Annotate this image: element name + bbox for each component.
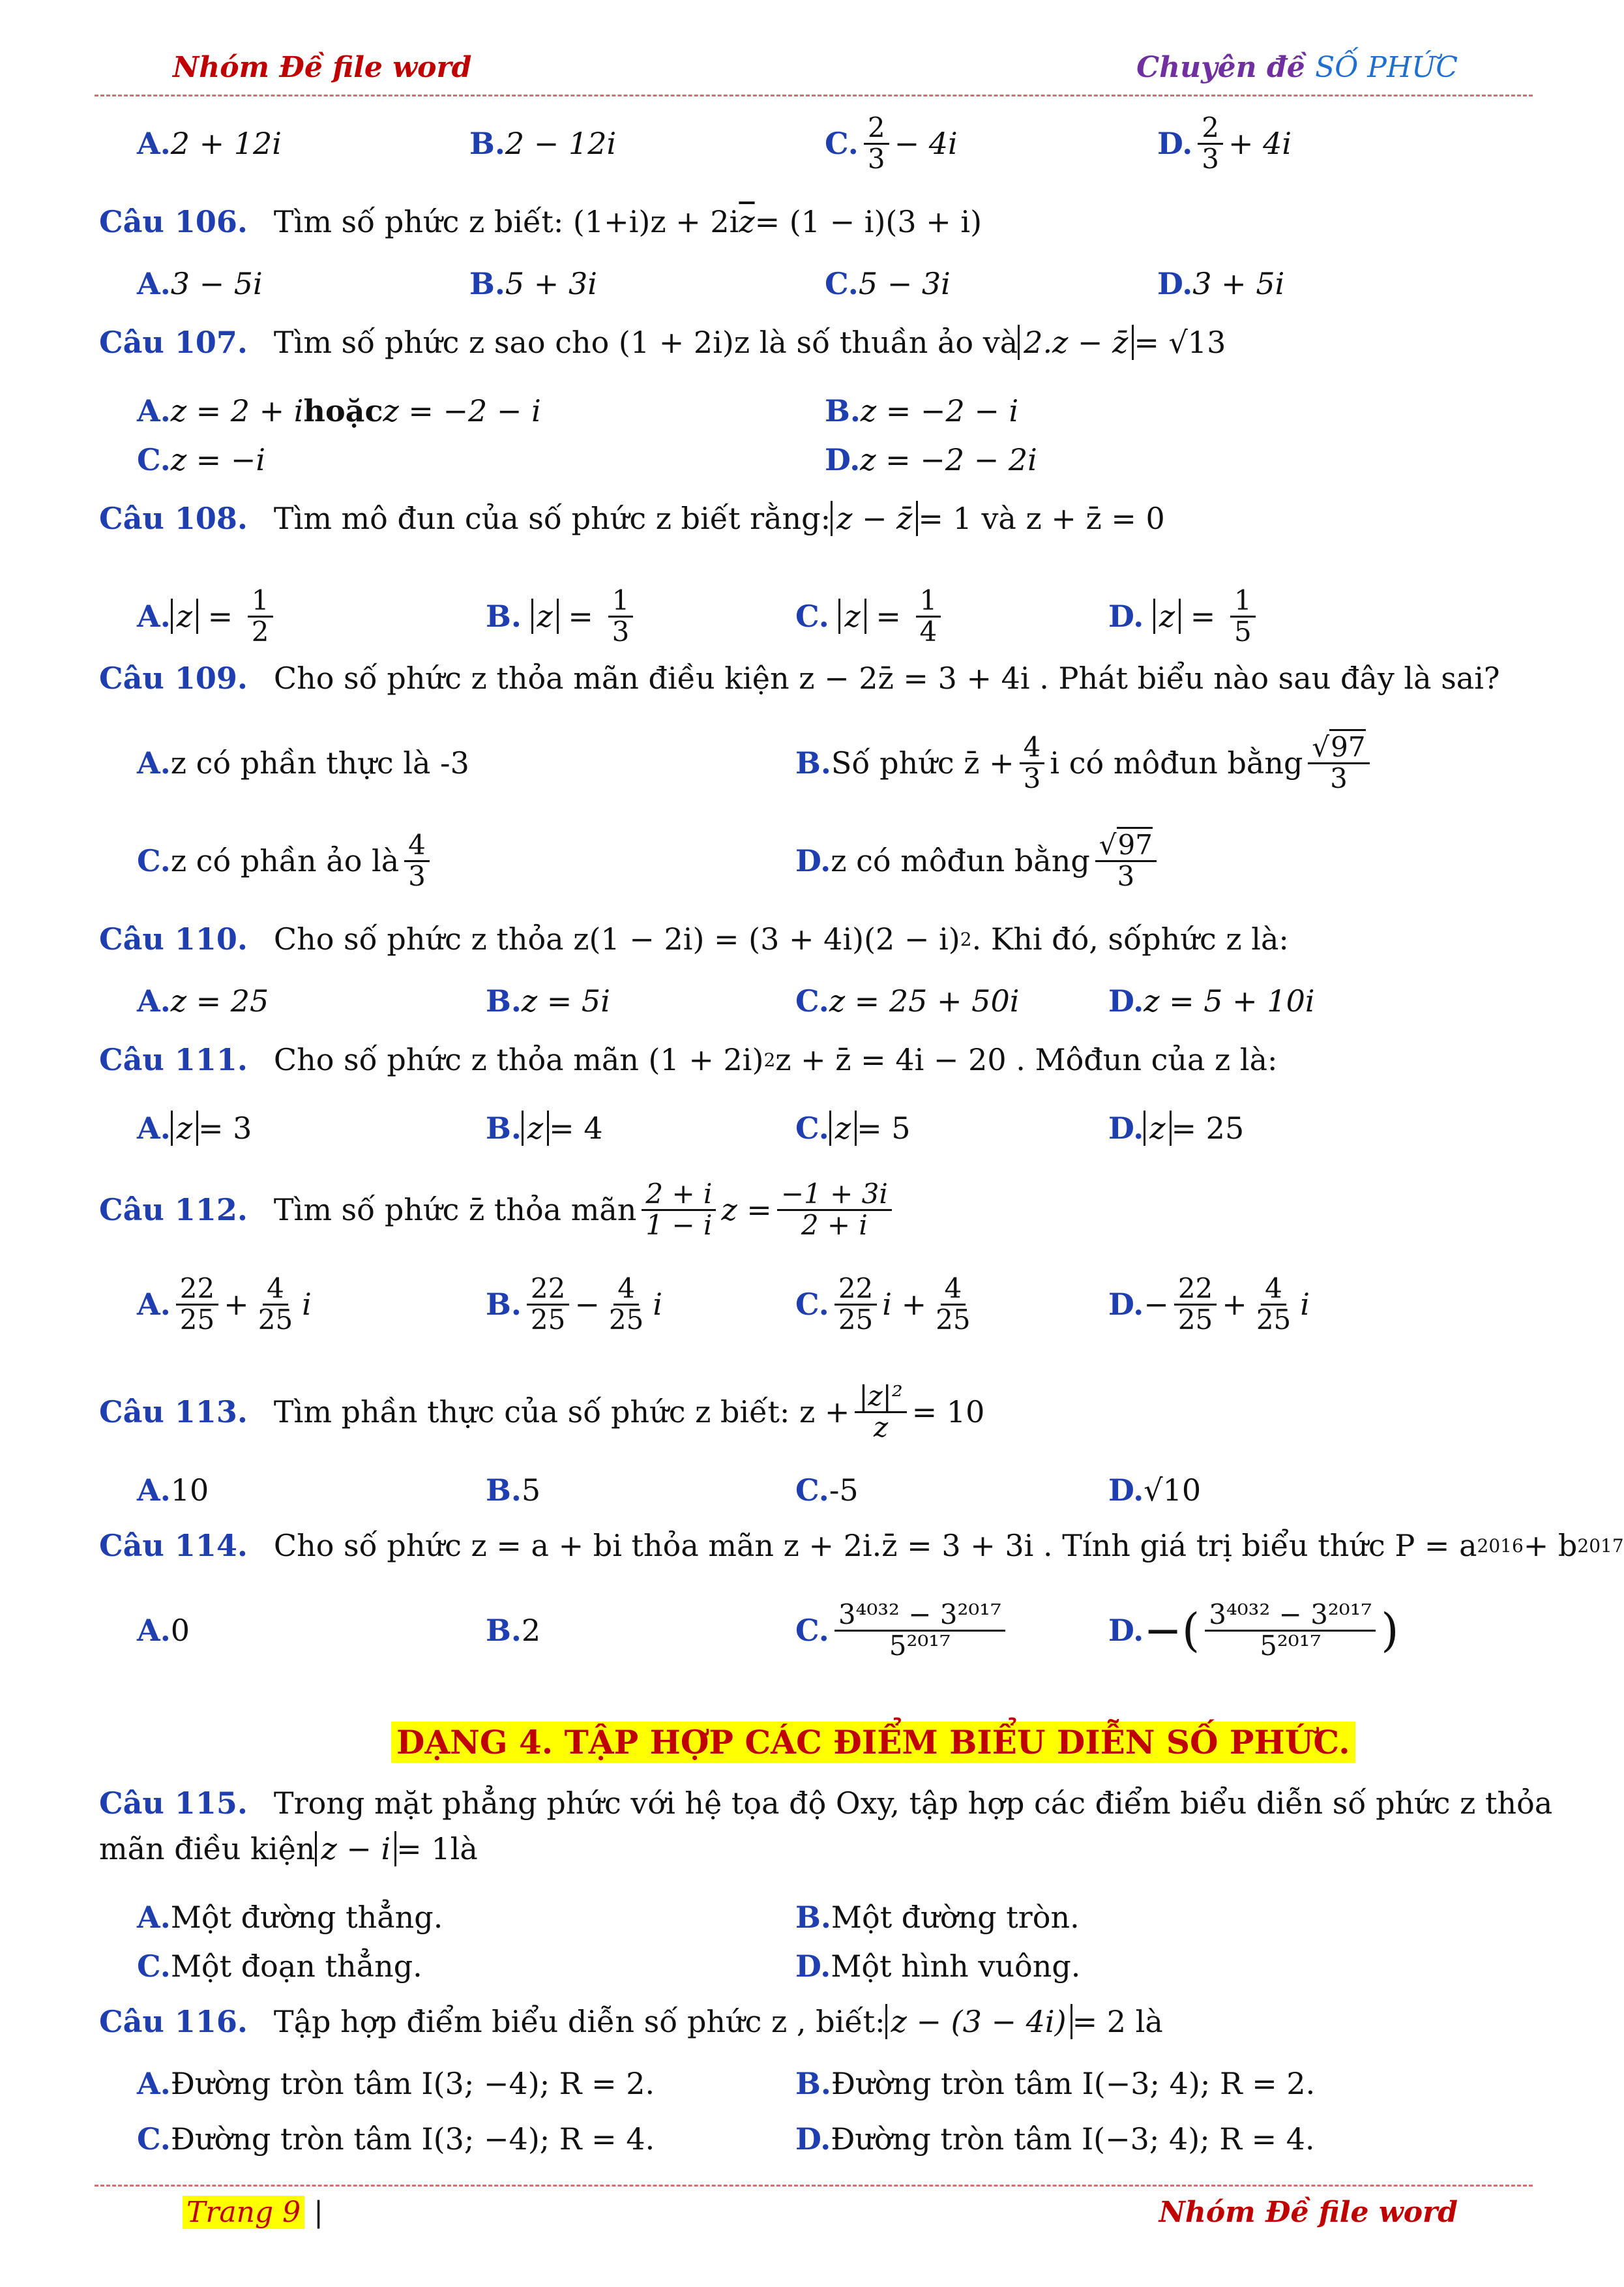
q107-option-a: A. z = 2 + i hoặc z = −2 − i: [137, 393, 541, 428]
q105-option-b: B. 2 − 12i: [469, 126, 617, 161]
q109-option-a: A. z có phần thực là -3: [137, 745, 469, 781]
footer-left: Trang 9 |: [183, 2196, 323, 2229]
q107-option-d: D. z = −2 − 2i: [825, 442, 1037, 477]
footer-rule: [95, 2185, 1533, 2187]
header-rule: [95, 95, 1533, 97]
q110-option-b: B. z = 5i: [486, 983, 610, 1019]
q111-option-c: C. z = 5: [795, 1111, 911, 1146]
q114-option-c: C. $\frac{\text{3⁴⁰³² − 3²⁰¹⁷}}{\text{5²⁰¹⁷}}$: [795, 1588, 1011, 1673]
q112-question: Câu 112. Tìm số phức z̄ thỏa mãn $\frac{2 + i}{1 - i}$ z = $\frac{-1 + 3i}{2 + i}$: [99, 1167, 897, 1252]
q116-option-a: A. Đường tròn tâm I(3; −4); R = 2.: [137, 2066, 655, 2101]
q108-question: Câu 108. Tìm mô đun của số phức z biết rằng: z − z̄ = 1 và z + z̄ = 0: [99, 501, 1165, 536]
q111-option-d: D. z = 25: [1108, 1111, 1245, 1146]
q114-question: Câu 114. Cho số phức z = a + bi thỏa mãn z + 2i.z̄ = 3 + 3i . Tính giá trị biểu thức P = a 2016 + b 2017: [99, 1528, 1624, 1563]
q116-question: Câu 116. Tập hợp điểm biểu diễn số phức z , biết: z − (3 − 4i) = 2 là: [99, 2004, 1163, 2039]
q109-question: Câu 109. Cho số phức z thỏa mãn điều kiện z − 2z̄ = 3 + 4i . Phát biểu nào sau đây là sai?: [99, 661, 1500, 696]
q112-option-b: B. $\frac{22}{25}$ − $\frac{4}{25}$ i: [486, 1272, 663, 1336]
q115-option-a: A. Một đường thẳng.: [137, 1900, 443, 1935]
page-number: Trang 9: [183, 2196, 304, 2229]
q106-option-c: C. 5 − 3i: [825, 266, 951, 301]
q107-question: Câu 107. Tìm số phức z sao cho (1 + 2i)z là số thuần ảo và 2.z − z̄ = √13: [99, 325, 1226, 360]
q110-option-d: D. z = 5 + 10i: [1108, 983, 1315, 1019]
q105-option-c: C. $\frac{2}{3}$ − 4i: [825, 112, 958, 175]
q114-option-a: A. 0: [137, 1613, 190, 1648]
q113-question: Câu 113. Tìm phần thực của số phức z biết: z + $\frac{\text{|z|²}}{z}$ = 10: [99, 1380, 985, 1443]
q105-option-d: D. $\frac{2}{3}$ + 4i: [1157, 112, 1292, 175]
q110-option-c: C. z = 25 + 50i: [795, 983, 1020, 1019]
q112-option-a: A. $\frac{22}{25}$ + $\frac{4}{25}$ i: [137, 1272, 312, 1336]
q108-option-a: A. z = $\frac{1}{2}$: [137, 574, 278, 659]
q115-option-b: B. Một đường tròn.: [795, 1900, 1080, 1935]
q106-option-b: B. 5 + 3i: [469, 266, 597, 301]
q113-option-b: B. 5: [486, 1472, 541, 1508]
footer-right: Nhóm Đề file word: [1159, 2196, 1458, 2229]
q113-option-c: C. -5: [795, 1472, 859, 1508]
q116-option-b: B. Đường tròn tâm I(−3; 4); R = 2.: [795, 2066, 1316, 2101]
q106-option-a: A. 3 − 5i: [137, 266, 263, 301]
q105-option-a: A. 2 + 12i: [137, 126, 282, 161]
section-title: DẠNG 4. TẬP HỢP CÁC ĐIỂM BIỂU DIỄN SỐ PHỨC.: [391, 1722, 1355, 1763]
q109-option-c: C. z có phần ảo là $\frac{4}{3}$: [137, 818, 435, 903]
header-right: [1136, 51, 1458, 84]
q106-option-d: D. 3 + 5i: [1157, 266, 1285, 301]
header-left: Nhóm Đề file word: [173, 51, 472, 84]
q108-option-d: D. z = $\frac{1}{5}$: [1108, 574, 1261, 659]
q108-option-c: C. z = $\frac{1}{4}$: [795, 574, 946, 659]
header-right-prefix: Chuyên đề: [1136, 51, 1316, 84]
q107-option-b: B. z = −2 − i: [825, 393, 1019, 428]
q112-option-c: C. $\frac{22}{25}$ i + $\frac{4}{25}$: [795, 1272, 971, 1336]
q112-option-d: D. − $\frac{22}{25}$ + $\frac{4}{25}$ i: [1108, 1272, 1310, 1336]
q114-option-b: B. 2: [486, 1613, 541, 1648]
q116-option-c: C. Đường tròn tâm I(3; −4); R = 4.: [137, 2121, 655, 2157]
q109-option-b: B. Số phức z̄ + $\frac{4}{3}$ i có môđun bằng $\frac{√97}{3}$: [795, 714, 1375, 812]
q111-option-b: B. z = 4: [486, 1111, 603, 1146]
q115-option-c: C. Một đoạn thẳng.: [137, 1949, 422, 1984]
q113-option-a: A. 10: [137, 1472, 209, 1508]
q109-option-d: D. z có môđun bằng $\frac{√97}{3}$: [795, 815, 1162, 906]
q115-question: Câu 115. Trong mặt phẳng phức với hệ tọa độ Oxy, tập hợp các điểm biểu diễn số phức z thỏa: [99, 1786, 1553, 1821]
q110-option-a: A. z = 25: [137, 983, 269, 1019]
q110-question: Câu 110. Cho số phức z thỏa z(1 − 2i) = (3 + 4i)(2 − i) 2 . Khi đó, sốphức z là:: [99, 921, 1289, 957]
q111-question: Câu 111. Cho số phức z thỏa mãn (1 + 2i) 2 z + z̄ = 4i − 20 . Môđun của z là:: [99, 1042, 1278, 1077]
q111-option-a: A. z = 3: [137, 1111, 252, 1146]
q107-option-c: C. z = −i: [137, 442, 266, 477]
q106-question: Câu 106. Tìm số phức z biết: (1+i)z + 2i $\overline{z}$ = (1 − i)(3 + i): [99, 204, 982, 239]
q115-option-d: D. Một hình vuông.: [795, 1949, 1081, 1984]
q116-option-d: D. Đường tròn tâm I(−3; 4); R = 4.: [795, 2121, 1315, 2157]
header-right-accent: SỐ PHỨC: [1315, 51, 1458, 84]
q114-option-d: D. −( $\frac{\text{3⁴⁰³² − 3²⁰¹⁷}}{\text{5²⁰¹⁷}}$ ): [1108, 1598, 1399, 1662]
q115-question-line2: mãn điều kiện z − i = 1là: [99, 1831, 478, 1866]
q113-option-d: D. √10: [1108, 1472, 1202, 1508]
q108-option-b: B. z = $\frac{1}{3}$: [486, 574, 638, 659]
